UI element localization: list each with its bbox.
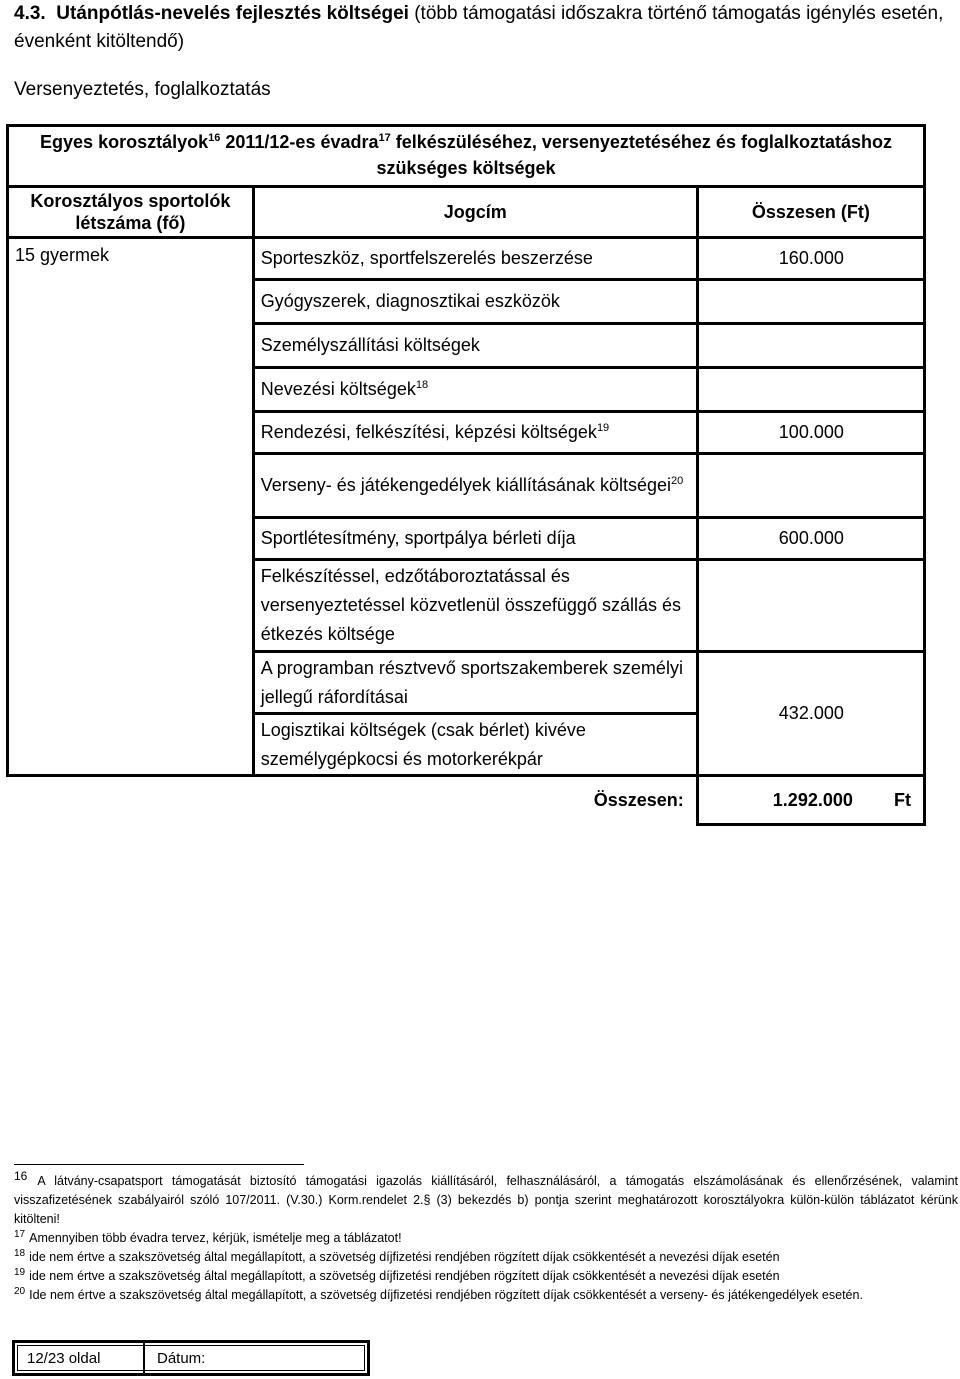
amount-cell	[697, 324, 924, 368]
total-label: Összesen:	[253, 776, 697, 825]
footnote-separator	[14, 1164, 304, 1165]
cost-table	[6, 124, 926, 826]
amount-cell: 100.000	[697, 412, 924, 454]
header-total: Összesen (Ft)	[697, 187, 924, 238]
footnote: $^{20}$ Ide nem értve a szakszövetség által megállapított, a szövetség díjfizetési rendjében rögzített díjak csökkentését a verseny- és játékengedélyek esetén.	[14, 1285, 863, 1302]
section-heading	[14, 0, 954, 56]
footnotes	[14, 1168, 958, 1305]
section-title: Utánpótlás-nevelés fejlesztés költségei	[56, 3, 409, 24]
table-row: Gyógyszerek, diagnosztikai eszközök	[253, 280, 697, 324]
amount-cell-merged: 432.000	[697, 652, 924, 776]
table-row: Rendezési, felkészítési, képzési költségek$^{19}$	[253, 412, 697, 454]
amount-cell	[697, 368, 924, 412]
amount-cell	[697, 454, 924, 518]
table-row: Nevezési költségek$^{18}$	[253, 368, 697, 412]
table-row: Verseny- és játékengedélyek kiállításának költségei$^{20}$	[253, 454, 697, 518]
footnote: $^{19}$ ide nem értve a szakszövetség által megállapított, a szövetség díjfizetési rendjében rögzített díjak csökkentését a nevezési díjak esetén	[14, 1266, 780, 1283]
table-row: Felkészítéssel, edzőtáboroztatással és versenyeztetéssel közvetlenül összefüggő szállás és étkezés költsége	[253, 560, 697, 652]
header-headcount: Korosztályos sportolók létszáma (fő)	[8, 187, 254, 238]
category-cell: 15 gyermek	[8, 238, 254, 776]
amount-cell: 600.000	[697, 518, 924, 560]
total-value: 1.292.000	[772, 789, 853, 810]
table-title: Egyes korosztályok$^{16}$ 2011/12-es évadra$^{17}$ felkészüléséhez, versenyeztetéséhez és foglalkoztatáshoz szükséges költségek	[8, 126, 925, 187]
footnote: 16 A látvány-csapatsport támogatását biztosító támogatási igazolás kiállításáról, felhasználásáról, a támogatás elszámolásának és ellenőrzésének, valamint visszafizetésének szabályairól szóló 107/2011. (V.30.) Korm.rendelet 2.§ (3) bekezdés b) pontja szerint meghatározott korosztályokra külön-külön táblázatot kérünk kitölteni!	[14, 1168, 958, 1226]
page-footer-box	[12, 1340, 370, 1376]
section-subtitle: Versenyeztetés, foglalkoztatás	[14, 79, 271, 100]
table-row: Logisztikai költségek (csak bérlet) kivéve személygépkocsi és motorkerékpár	[253, 714, 697, 776]
footnote: $^{18}$ ide nem értve a szakszövetség által megállapított, a szövetség díjfizetési rendjében rögzített díjak csökkentését a nevezési díjak esetén	[14, 1247, 780, 1264]
date-label: Dátum:	[157, 1349, 206, 1367]
section-number: 4.3.	[14, 3, 46, 24]
amount-cell	[697, 280, 924, 324]
amount-cell: 160.000	[697, 238, 924, 280]
section-note: (több támogatási időszakra történő támogatás igénylés esetén, évenként kitöltendő)	[14, 3, 944, 52]
amount-cell	[697, 560, 924, 652]
table-row: Sportlétesítmény, sportpálya bérleti díja	[253, 518, 697, 560]
total-value-cell	[697, 776, 924, 825]
footnote: $^{17}$ Amennyiben több évadra tervez, kérjük, ismételje meg a táblázatot!	[14, 1228, 402, 1245]
table-row: Sporteszköz, sportfelszerelés beszerzése	[253, 238, 697, 280]
header-item: Jogcím	[253, 187, 697, 238]
total-unit: Ft	[894, 789, 911, 810]
page-number: 12/23 oldal	[15, 1343, 145, 1373]
table-row: Személyszállítási költségek	[253, 324, 697, 368]
table-row: A programban résztvevő sportszakemberek személyi jellegű ráfordításai	[253, 652, 697, 714]
